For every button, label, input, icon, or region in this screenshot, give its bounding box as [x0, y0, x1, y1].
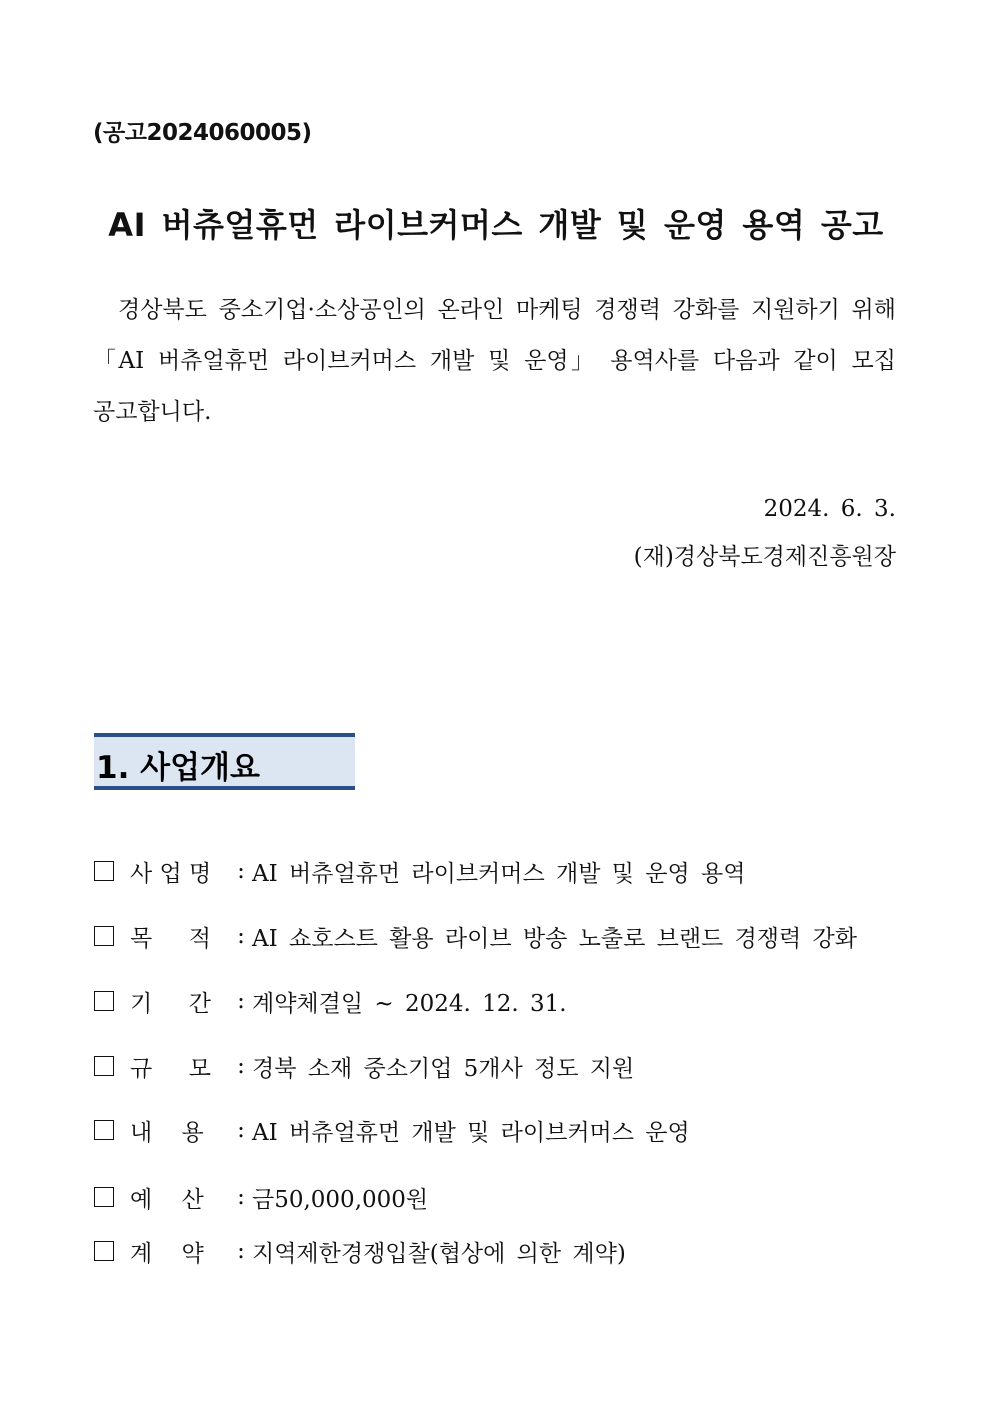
overview-item-period	[94, 985, 567, 1017]
notice-number: (공고2024060005)	[93, 120, 312, 146]
overview-item-scale	[94, 1050, 634, 1082]
item-value: AI 버츄얼휴먼 라이브커머스 개발 및 운영 용역	[252, 860, 746, 887]
checkbox-icon	[94, 991, 114, 1011]
item-value: 지역제한경쟁입찰(협상에 의한 계약)	[252, 1240, 626, 1267]
section-header	[94, 733, 355, 790]
item-label: 예 산	[130, 1186, 204, 1213]
item-colon: :	[237, 1184, 245, 1210]
item-label: 내 용	[130, 1119, 204, 1146]
section-title: 1. 사업개요	[96, 750, 260, 786]
issuer-name: (재)경상북도경제진흥원장	[633, 544, 896, 570]
checkbox-icon	[94, 1187, 114, 1207]
item-label: 목 적	[130, 925, 211, 952]
item-value: AI 쇼호스트 활용 라이브 방송 노출로 브랜드 경쟁력 강화	[252, 925, 857, 952]
notice-date: 2024. 6. 3.	[763, 496, 896, 522]
checkbox-icon	[94, 861, 114, 881]
overview-item-contract	[94, 1235, 626, 1267]
item-colon: :	[237, 1053, 245, 1079]
checkbox-icon	[94, 1120, 114, 1140]
checkbox-icon	[94, 926, 114, 946]
item-colon: :	[237, 988, 245, 1014]
document-title: AI 버츄얼휴먼 라이브커머스 개발 및 운영 용역 공고	[108, 206, 884, 244]
intro-paragraph	[93, 285, 896, 438]
overview-item-content	[94, 1114, 690, 1146]
item-label: 기 간	[130, 990, 211, 1017]
item-value: 계약체결일 ~ 2024. 12. 31.	[252, 990, 567, 1017]
checkbox-icon	[94, 1241, 114, 1261]
item-value: 경북 소재 중소기업 5개사 정도 지원	[252, 1055, 635, 1082]
item-value: AI 버츄얼휴먼 개발 및 라이브커머스 운영	[252, 1119, 690, 1146]
item-label: 계 약	[130, 1240, 204, 1267]
item-value: 금50,000,000원	[252, 1186, 429, 1213]
overview-item-purpose	[94, 920, 857, 952]
item-colon: :	[237, 858, 245, 884]
item-colon: :	[237, 1117, 245, 1143]
overview-item-budget	[94, 1181, 428, 1213]
item-label: 규 모	[130, 1055, 211, 1082]
item-label: 사 업 명	[130, 860, 212, 887]
intro-text: 경상북도 중소기업·소상공인의 온라인 마케팅 경쟁력 강화를 지원하기 위해 「AI 버츄얼휴먼 라이브커머스 개발 및 운영」 용역사를 다음과 같이 모집 공고합니다.	[93, 297, 896, 425]
item-colon: :	[237, 923, 245, 949]
checkbox-icon	[94, 1056, 114, 1076]
overview-item-business-name	[94, 855, 746, 887]
item-colon: :	[237, 1238, 245, 1264]
